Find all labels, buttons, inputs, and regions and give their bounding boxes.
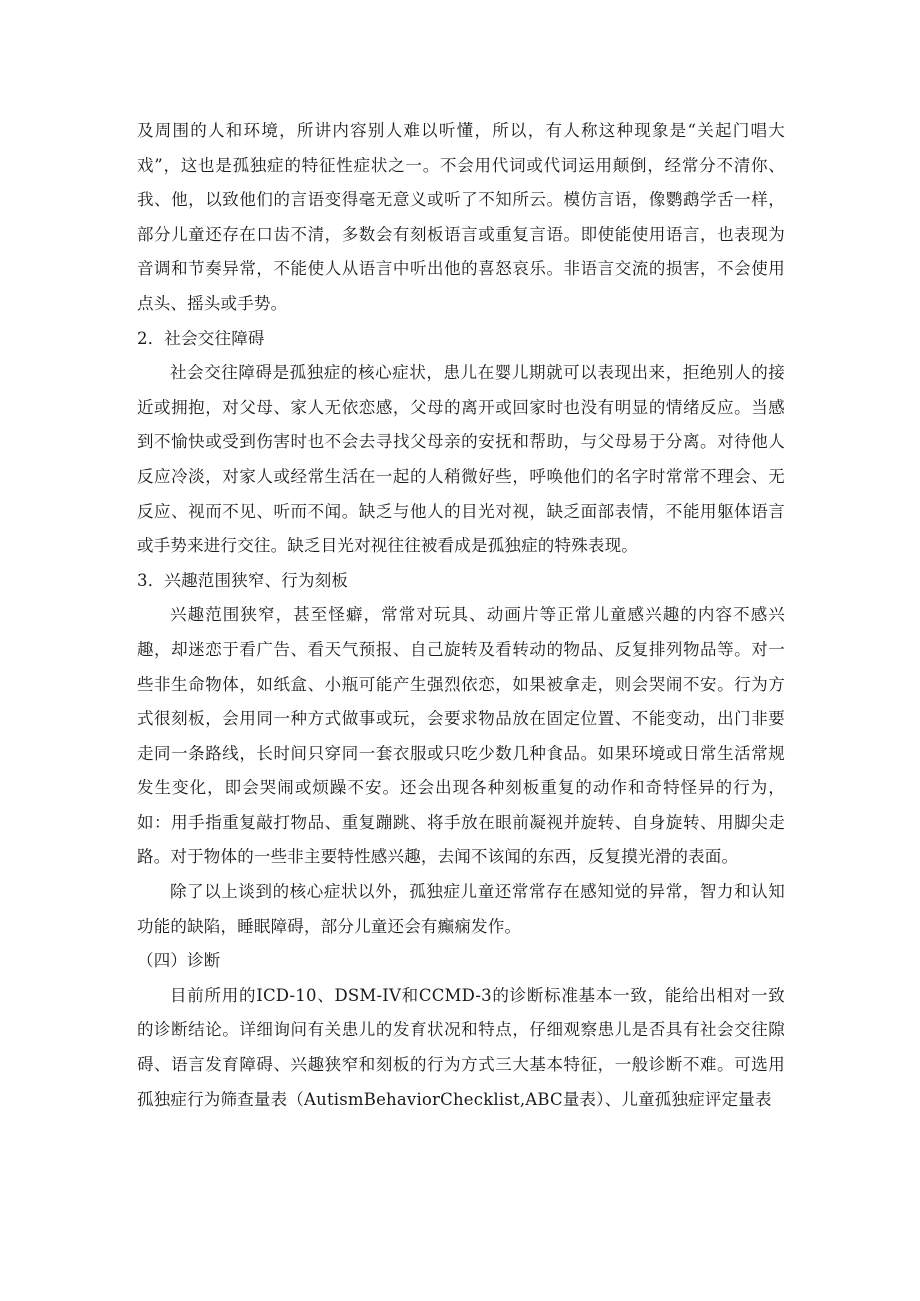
body-paragraph-diagnosis: 目前所用的ICD-10、DSM-IV和CCMD-3的诊断标准基本一致，能给出相对一致的诊断结论。详细询问有关患儿的发育状况和特点，仔细观察患儿是否具有社会交往隙碍、语言发育障碍、兴趣狭窄和刻板的行为方式三大基本特征，一般诊断不难。可选用孤独症行为筛查量表（AutismBehaviorChecklist,ABC量表）、儿童孤独症评定量表 <box>137 985 785 1109</box>
section-heading-diagnosis: （四）诊断 <box>137 951 221 971</box>
section-heading-narrow-interests: 3．兴趣范围狭窄、行为刻板 <box>137 570 349 590</box>
body-paragraph-continued: 及周围的人和环境，所讲内容别人难以听懂，所以，有人称这种现象是“关起门唱大戏”，这也是孤独症的特征性症状之一。不会用代词或代词运用颠倒，经常分不清你、我、他，以致他们的言语变得毫无意义或听了不知所云。模仿言语，像鹦鹉学舌一样，部分儿童还存在口齿不清，多数会有刻板语言或重复言语。即使能使用语言，也表现为音调和节奏异常，不能使人从语言中听出他的喜怒哀乐。非语言交流的损害，不会使用点头、摇头或手势。 <box>137 121 785 313</box>
section-heading-social-interaction: 2．社会交往障碍 <box>137 328 265 348</box>
document-body <box>137 114 785 1117</box>
body-paragraph-narrow-interests: 兴趣范围狭窄，甚至怪癖，常常对玩具、动画片等正常儿童感兴趣的内容不感兴趣，却迷恋于看广告、看天气预报、自己旋转及看转动的物品、反复排列物品等。对一些非生命物体，如纸盒、小瓶可能产生强烈依恋，如果被拿走，则会哭闹不安。行为方式很刻板，会用同一种方式做事或玩，会要求物品放在固定位置、不能变动，出门非要走同一条路线，长时间只穿同一套衣服或只吃少数几种食品。如果环境或日常生活常规发生变化，即会哭闹或烦躁不安。还会出现各种刻板重复的动作和奇特怪异的行为，如：用手指重复敲打物品、重复蹦跳、将手放在眼前凝视并旋转、自身旋转、用脚尖走路。对于物体的一些非主要特性感兴趣，去闻不该闻的东西，反复摸光滑的表面。 <box>137 605 785 867</box>
body-paragraph-social-interaction: 社会交往障碍是孤独症的核心症状，患儿在婴儿期就可以表现出来，拒绝别人的接近或拥抱，对父母、家人无依恋感，父母的离开或回家时也没有明显的情绪反应。当感到不愉快或受到伤害时也不会去寻找父母亲的安抚和帮助，与父母易于分离。对待他人反应冷淡，对家人或经常生活在一起的人稍微好些，呼唤他们的名字时常常不理会、无反应、视而不见、听而不闻。缺乏与他人的目光对视，缺乏面部表情，不能用躯体语言或手势来进行交往。缺乏目光对视往往被看成是孤独症的特殊表现。 <box>137 363 785 556</box>
body-paragraph-other-symptoms: 除了以上谈到的核心症状以外，孤独症儿童还常常存在感知觉的异常，智力和认知功能的缺陷，睡眠障碍，部分儿童还会有癫痫发作。 <box>137 882 785 936</box>
